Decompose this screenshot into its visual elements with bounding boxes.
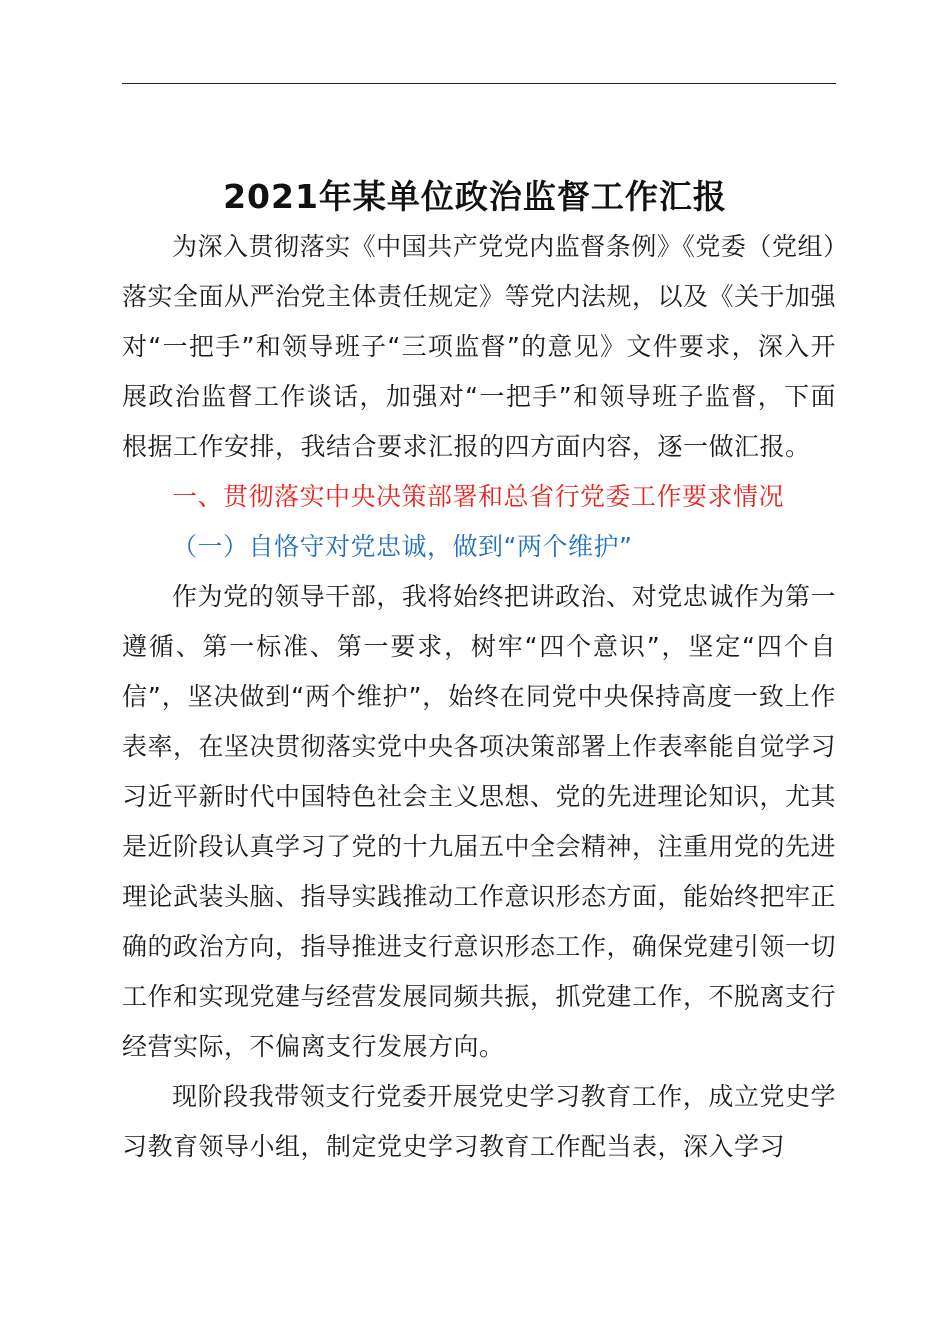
document-title: 2021年某单位政治监督工作汇报 bbox=[223, 177, 727, 217]
body-paragraph: 作为党的领导干部，我将始终把讲政治、对党忠诚作为第一遵循、第一标准、第一要求，树牢“四个意识”，坚定“四个自信”，坚决做到“两个维护”，始终在同党中央保持高度一致上作表率，在坚决贯彻落实党中央各项决策部署上作表率能自觉学习习近平新时代中国特色社会主义思想、党的先进理论知识，尤其是近阶段认真学习了党的十九届五中全会精神，注重用党的先进理论武装头脑、指导实践推动工作意识形态方面，能始终把牢正确的政治方向，指导推进支行意识形态工作，确保党建引领一切工作和实现党建与经营发展同频共振，抓党建工作，不脱离支行经营实际，不偏离支行发展方向。 bbox=[122, 582, 837, 1061]
subsection-heading-1: （一）自恪守对党忠诚，做到“两个维护” bbox=[172, 532, 633, 561]
header-rule bbox=[122, 83, 836, 84]
intro-paragraph: 为深入贯彻落实《中国共产党党内监督条例》《党委（党组）落实全面从严治党主体责任规定》等党内法规，以及《关于加强对“一把手”和领导班子“三项监督”的意见》文件要求，深入开展政治监督工作谈话，加强对“一把手”和领导班子监督，下面根据工作安排，我结合要求汇报的四方面内容，逐一做汇报。 bbox=[122, 232, 837, 461]
body-paragraph: 现阶段我带领支行党委开展党史学习教育工作，成立党史学习教育领导小组，制定党史学习教育工作配当表，深入学习 bbox=[122, 1082, 836, 1161]
section-heading-1: 一、贯彻落实中央决策部署和总省行党委工作要求情况 bbox=[172, 482, 785, 511]
document-body bbox=[122, 222, 836, 1172]
